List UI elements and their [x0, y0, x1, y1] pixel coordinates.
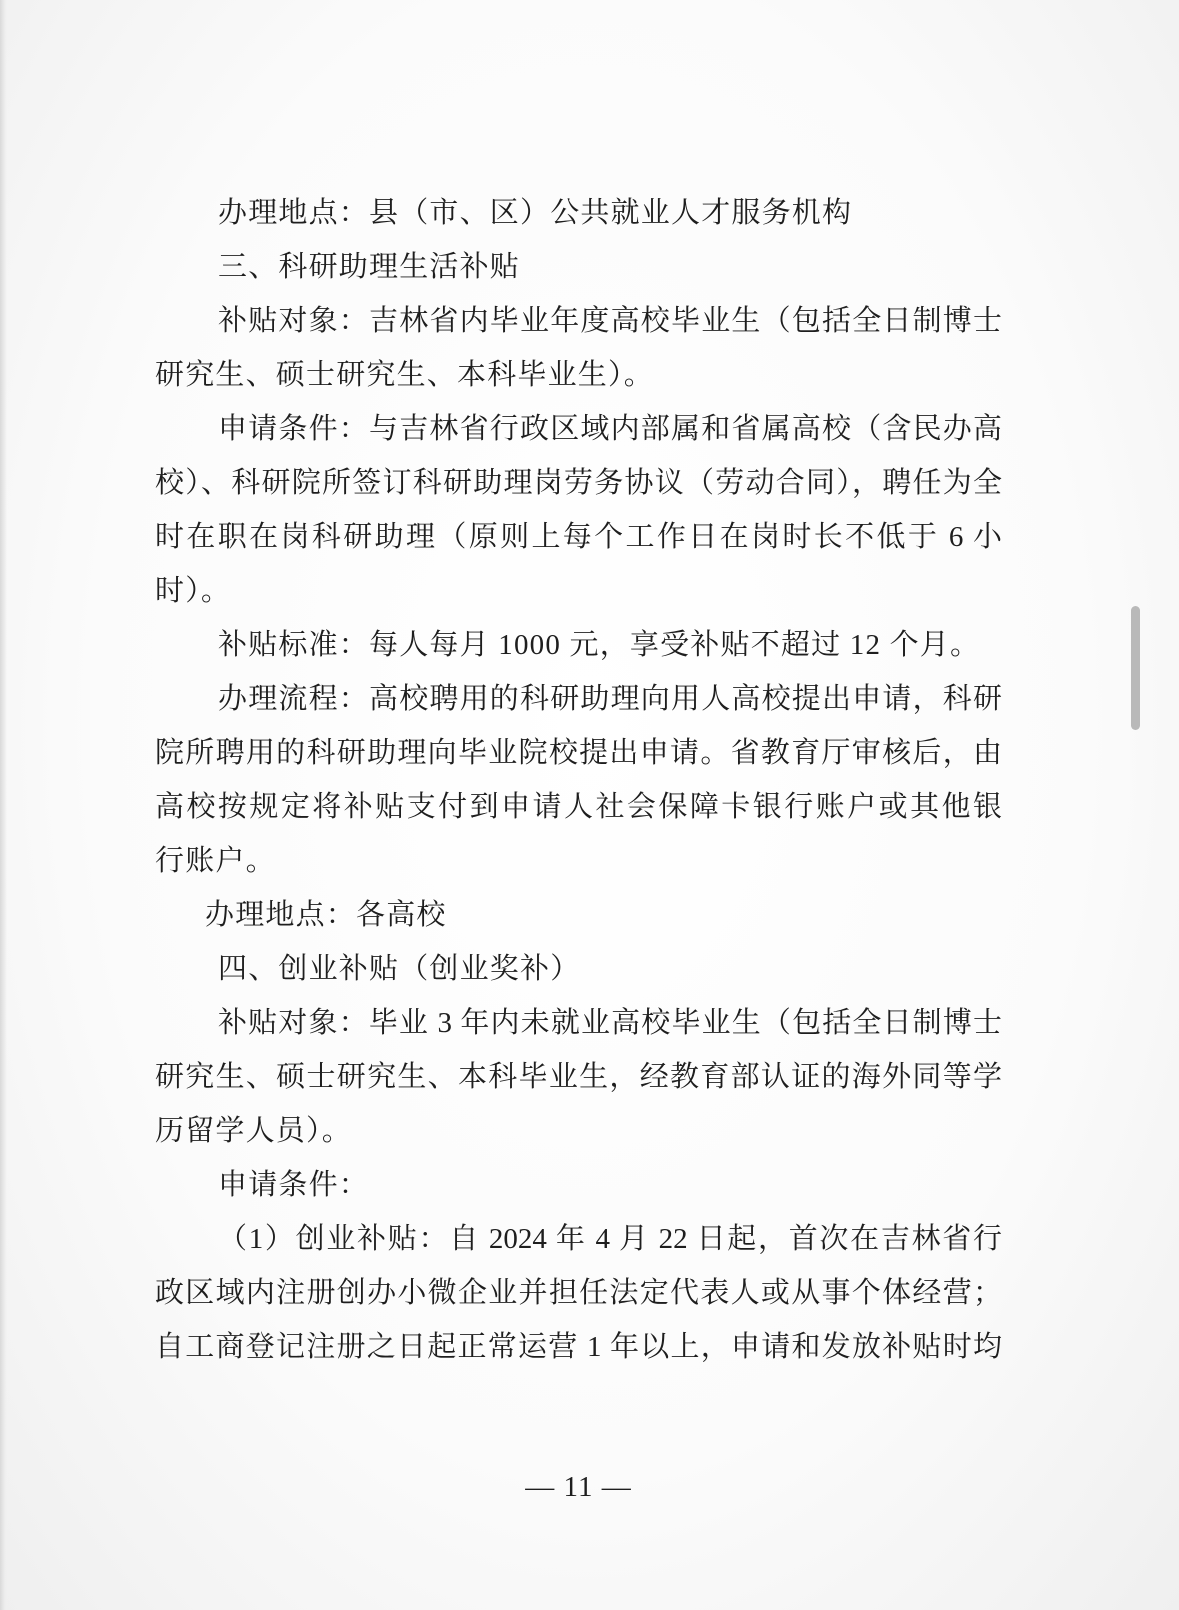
- text-line: 历留学人员）。: [155, 1115, 352, 1147]
- page-edge: [0, 0, 7, 1610]
- paragraph-location-universities: [155, 888, 1002, 942]
- text-line: 时）。: [155, 575, 232, 607]
- page-number: — 11 —: [525, 1471, 632, 1503]
- text-line: 研究生、硕士研究生、本科毕业生，经教育部认证的海外同等学: [155, 1061, 1002, 1093]
- text-line: 时在职在岗科研助理（原则上每个工作日在岗时长不低于 6 小: [155, 521, 1002, 553]
- section-heading: 四、创业补贴（创业奖补）: [218, 953, 581, 985]
- document-body: [155, 186, 1002, 1374]
- text-line: 补贴对象：吉林省内毕业年度高校毕业生（包括全日制博士: [218, 305, 1002, 337]
- text-line: （1）创业补贴：自 2024 年 4 月 22 日起，首次在吉林省行: [218, 1223, 1002, 1255]
- text-line: 研究生、硕士研究生、本科毕业生）。: [155, 359, 654, 391]
- paragraph-process: [155, 672, 1002, 888]
- paragraph-startup-target: [155, 996, 1002, 1158]
- text-line: 补贴标准：每人每月 1000 元，享受补贴不超过 12 个月。: [218, 629, 981, 661]
- section-heading-research-assistant: [155, 240, 1002, 294]
- text-line: 自工商登记注册之日起正常运营 1 年以上，申请和发放补贴时均: [155, 1331, 1002, 1363]
- text-line: 行账户。: [155, 845, 276, 877]
- text-line: 办理地点：各高校: [205, 899, 447, 931]
- text-line: 校）、科研院所签订科研助理岗劳务协议（劳动合同），聘任为全: [155, 467, 1002, 499]
- text-line: 申请条件：与吉林省行政区域内部属和省属高校（含民办高: [218, 413, 1002, 445]
- scrollbar-thumb[interactable]: [1131, 606, 1140, 730]
- paragraph-subsidy-target: [155, 294, 1002, 402]
- section-heading-startup-subsidy: [155, 942, 1002, 996]
- text-line: 办理地点：县（市、区）公共就业人才服务机构: [218, 197, 853, 229]
- paragraph-location-county: [155, 186, 1002, 240]
- text-line: 申请条件：: [218, 1169, 370, 1201]
- paragraph-conditions: [155, 402, 1002, 618]
- paragraph-startup-conditions-label: [155, 1158, 1002, 1212]
- text-line: 高校按规定将补贴支付到申请人社会保障卡银行账户或其他银: [155, 791, 1002, 823]
- text-line: 政区域内注册创办小微企业并担任法定代表人或从事个体经营；: [155, 1277, 1002, 1309]
- text-line: 补贴对象：毕业 3 年内未就业高校毕业生（包括全日制博士: [218, 1007, 1002, 1039]
- text-line: 院所聘用的科研助理向毕业院校提出申请。省教育厅审核后，由: [155, 737, 1002, 769]
- paragraph-subsidy-standard: [155, 618, 1002, 672]
- section-heading: 三、科研助理生活补贴: [218, 251, 521, 283]
- text-line: 办理流程：高校聘用的科研助理向用人高校提出申请，科研: [218, 683, 1002, 715]
- paragraph-startup-condition-1: [155, 1212, 1002, 1374]
